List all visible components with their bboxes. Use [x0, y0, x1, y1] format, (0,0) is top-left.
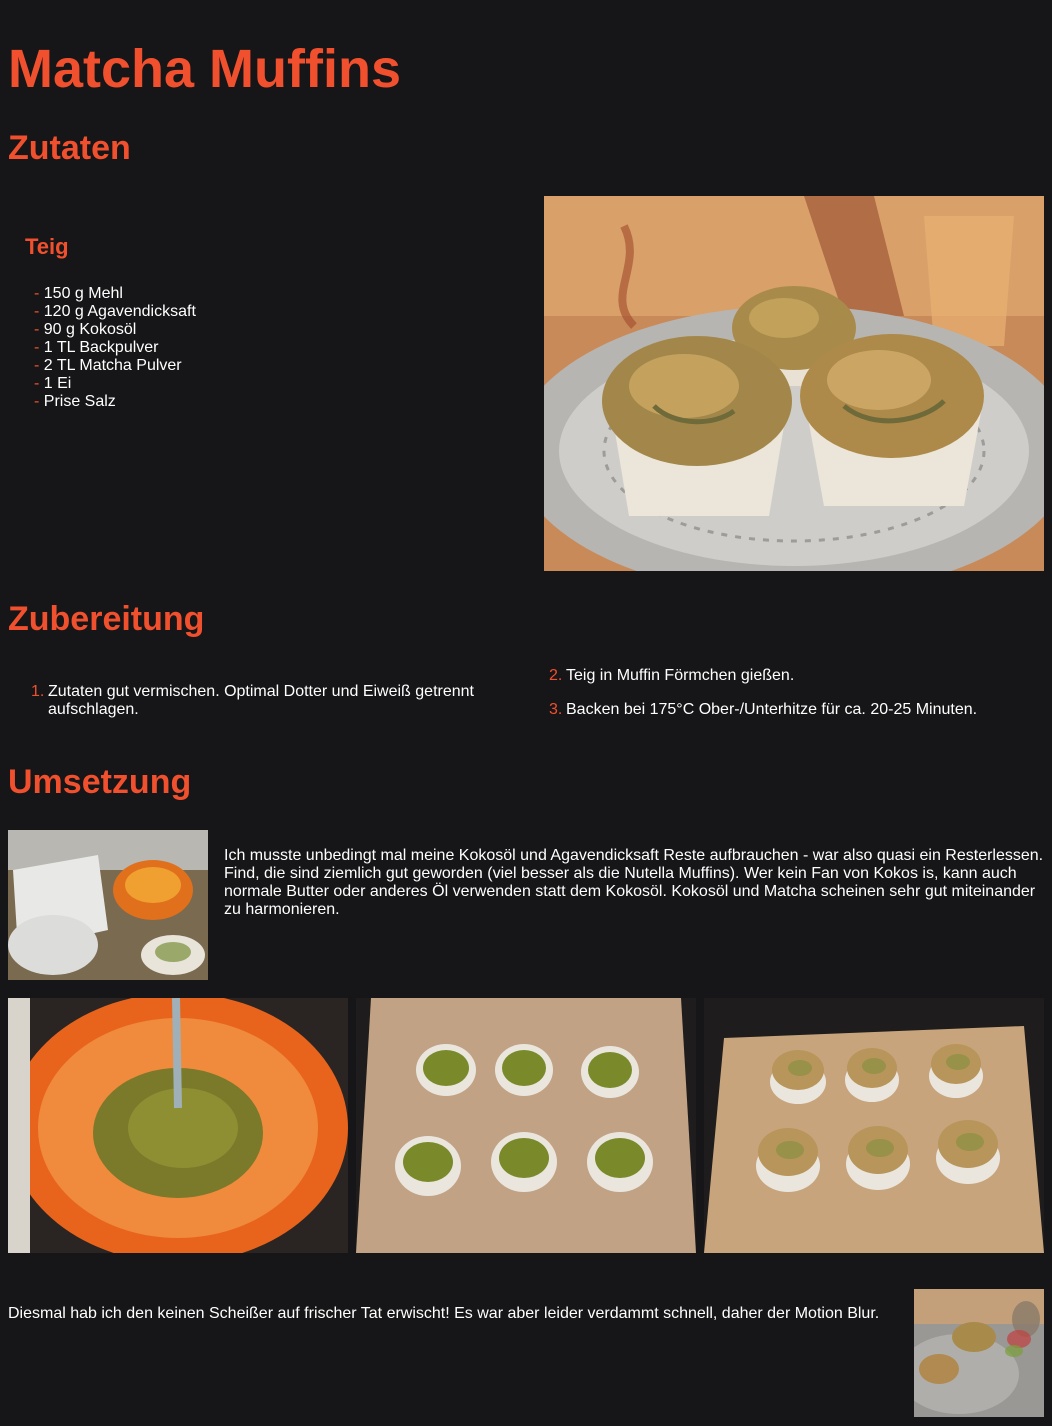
ingredient-item: - 1 Ei	[34, 375, 196, 393]
subheading-teig: Teig	[25, 234, 69, 259]
step-number: 2.	[549, 667, 563, 684]
section-heading-zutaten: Zutaten	[8, 129, 131, 167]
batter-bowl-photo	[8, 998, 348, 1253]
ingredient-item: - 120 g Agavendicksaft	[34, 303, 196, 321]
ingredient-item: - 90 g Kokosöl	[34, 321, 196, 339]
section-heading-zubereitung: Zubereitung	[8, 600, 205, 638]
ingredient-item: - 150 g Mehl	[34, 285, 196, 303]
ingredient-item: - Prise Salz	[34, 393, 196, 411]
section-heading-umsetzung: Umsetzung	[8, 763, 192, 801]
ingredient-item: - 2 TL Matcha Pulver	[34, 357, 196, 375]
umsetzung-text: Ich musste unbedingt mal meine Kokosöl und Agavendicksaft Reste aufbrauchen - war also quasi ein Resterlessen. Find, die sind ziemlich gut geworden (viel besser als die Nutella Muffins). Wer kein Fan von Kokos is, kann auch normale Butter oder anderes Öl verwenden statt dem Kokosöl. Kokosöl und Matcha scheinen sehr gut miteinander zu harmonieren.	[224, 847, 1044, 918]
ingredient-item: - 1 TL Backpulver	[34, 339, 196, 357]
steps-list-right	[549, 667, 1029, 719]
mixer-photo	[8, 830, 208, 980]
step-item	[549, 701, 1029, 719]
step-text: Backen bei 175°C Ober-/Unterhitze für ca. 20-25 Minuten.	[566, 701, 978, 718]
steps-list-left	[31, 683, 501, 719]
baked-muffins-tray-photo	[704, 998, 1044, 1253]
unbaked-muffins-tray-photo	[356, 998, 696, 1253]
ingredient-list	[34, 285, 196, 411]
step-number: 1.	[31, 683, 45, 700]
muffins-plate-photo	[544, 196, 1044, 571]
squirrel-text: Diesmal hab ich den keinen Scheißer auf frischer Tat erwischt! Es war aber leider verdammt schnell, daher der Motion Blur.	[8, 1305, 880, 1322]
step-text: Teig in Muffin Förmchen gießen.	[566, 667, 795, 684]
step-item	[549, 667, 1029, 685]
step-number: 3.	[549, 701, 563, 718]
step-text: Zutaten gut vermischen. Optimal Dotter und Eiweiß getrennt aufschlagen.	[48, 683, 474, 718]
page-title: Matcha Muffins	[8, 39, 402, 99]
squirrel-muffin-photo	[914, 1289, 1044, 1417]
step-item	[31, 683, 501, 719]
